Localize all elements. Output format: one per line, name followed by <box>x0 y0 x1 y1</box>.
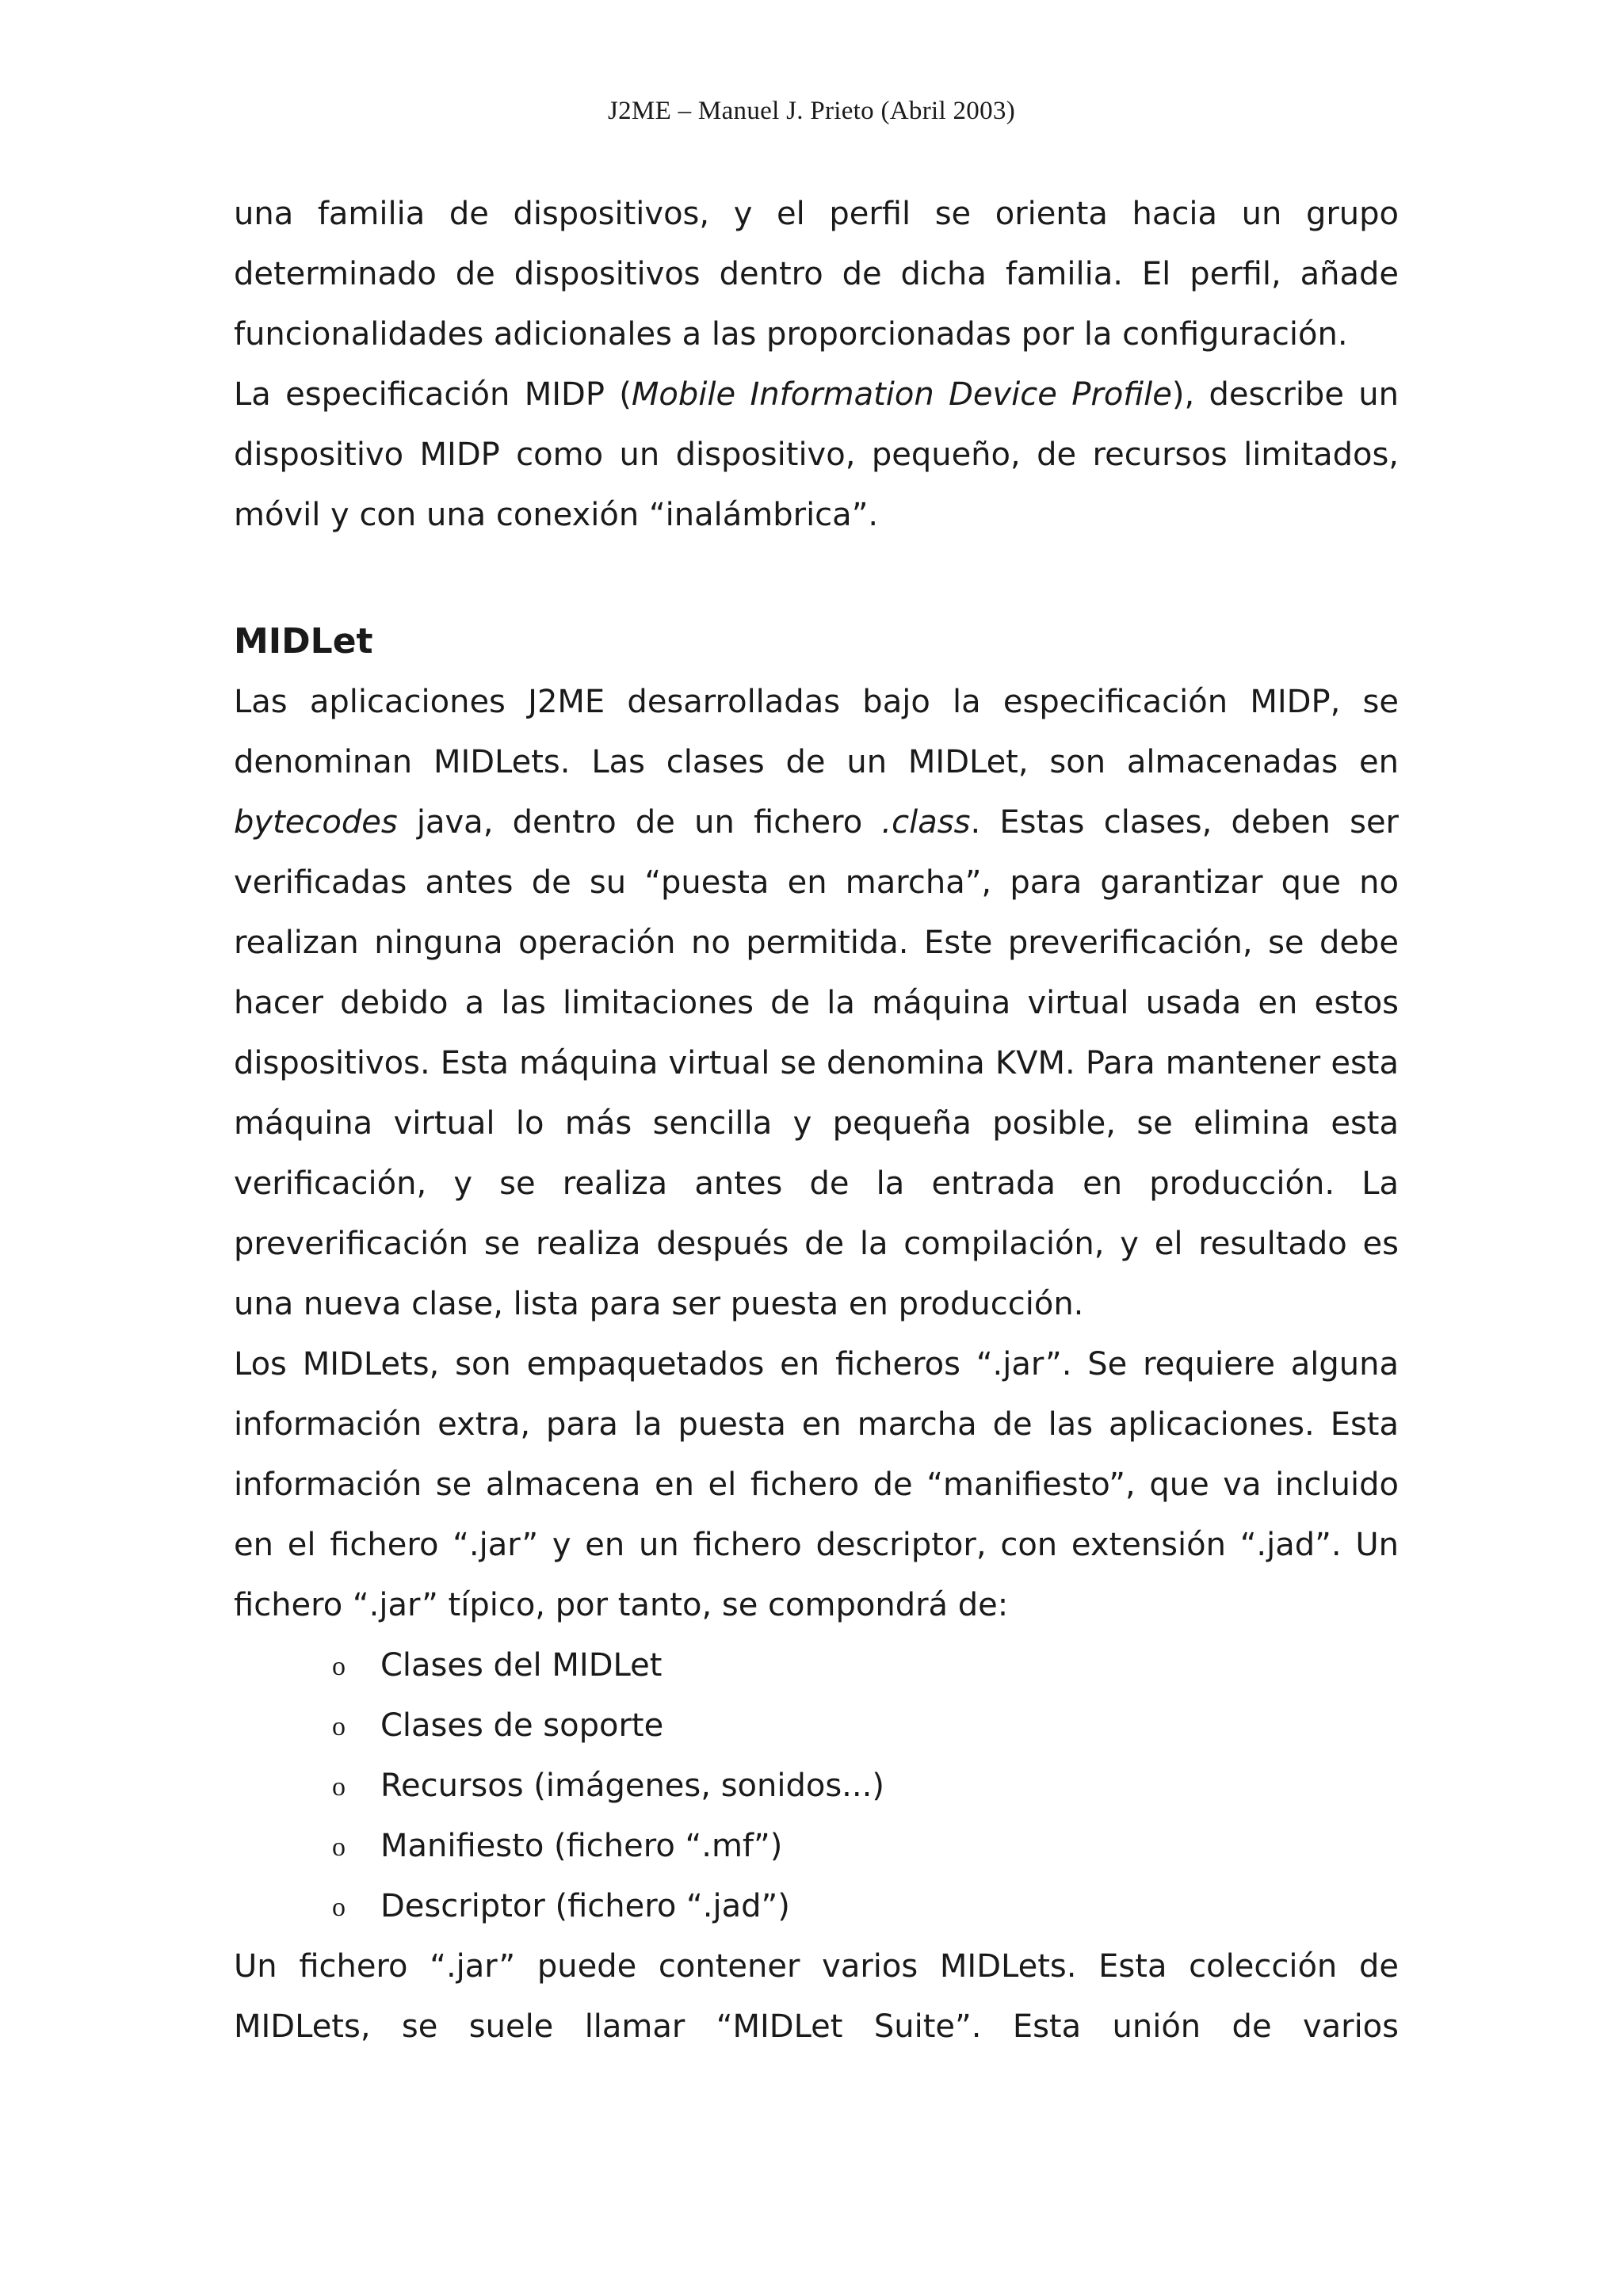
list-item-text: Recursos (imágenes, sonidos...) <box>380 1768 884 1804</box>
midlet-paragraph-2: Los MIDLets, son empaquetados en ficheros “.jar”. Se requiere alguna información extra, para la puesta en marcha de las aplicaciones. Esta información se almacena en el fichero de “manifiesto”, que va incluido en el fichero “.jar” y en un fichero descriptor, con extensión “.jad”. Un fichero “.jar” típico, por tanto, se compondrá de: <box>234 1346 1399 1623</box>
bullet-mark: o <box>332 1652 346 1681</box>
list-item <box>234 1756 1399 1816</box>
list-item-text: Descriptor (fichero “.jad”) <box>380 1888 790 1924</box>
midp-term: Mobile Information Device Profile <box>631 376 1172 413</box>
midlet-paragraph-1-mid: java, dentro de un fichero <box>397 804 882 841</box>
intro-paragraph-2 <box>234 364 1399 545</box>
bullet-mark: o <box>332 1893 346 1922</box>
intro-paragraph-2-end: ), describe un dispositivo MIDP como un dispositivo, pequeño, de recursos limitados, móvil y con una conexión “inalámbrica”. <box>234 376 1399 533</box>
intro-paragraph-1: una familia de dispositivos, y el perfil se orienta hacia un grupo determinado de dispositivos dentro de dicha familia. El perfil, añade funcionalidades adicionales a las proporcionadas por la configuración. <box>234 196 1399 353</box>
midlet-paragraph-3: Un fichero “.jar” puede contener varios MIDLets. Esta colección de MIDLets, se suele llamar “MIDLet Suite”. Esta unión de varios <box>234 1948 1399 2045</box>
jar-contents-list <box>234 1635 1399 1936</box>
intro-paragraph-2-start: La especificación MIDP ( <box>234 376 632 413</box>
midlet-paragraph-1 <box>234 672 1399 1334</box>
body-text <box>234 184 1399 2057</box>
list-item-text: Clases del MIDLet <box>380 1647 663 1684</box>
list-item <box>234 1876 1399 1936</box>
bytecodes-term: bytecodes <box>234 804 398 841</box>
midlet-paragraph-1-end: . Estas clases, deben ser verificadas antes de su “puesta en marcha”, para garantizar que no realizan ninguna operación no permitida. Este preverificación, se debe hacer debido a las limitaciones de la máquina virtual usada en estos dispositivos. Esta máquina virtual se denomina KVM. Para mantener esta máquina virtual lo más sencilla y pequeña posible, se elimina esta verificación, y se realiza antes de la entrada en producción. La preverificación se realiza después de la compilación, y el resultado es una nueva clase, lista para ser puesta en producción. <box>234 804 1400 1322</box>
bullet-mark: o <box>332 1712 346 1741</box>
list-item <box>234 1635 1399 1695</box>
midlet-paragraph-1-start: Las aplicaciones J2ME desarrolladas bajo la especificación MIDP, se denominan MIDLets. Las clases de un MIDLet, son almacenadas en <box>234 684 1399 780</box>
list-item <box>234 1816 1399 1876</box>
running-header: J2ME – Manuel J. Prieto (Abril 2003) <box>607 97 1015 125</box>
list-item-text: Manifiesto (fichero “.mf”) <box>380 1828 783 1864</box>
list-item-text: Clases de soporte <box>380 1707 664 1744</box>
section-heading: MIDLet <box>234 621 373 662</box>
bullet-mark: o <box>332 1833 346 1862</box>
section-spacer <box>234 545 1399 612</box>
class-term: .class <box>881 804 971 841</box>
bullet-mark: o <box>332 1772 346 1802</box>
list-item <box>234 1695 1399 1756</box>
